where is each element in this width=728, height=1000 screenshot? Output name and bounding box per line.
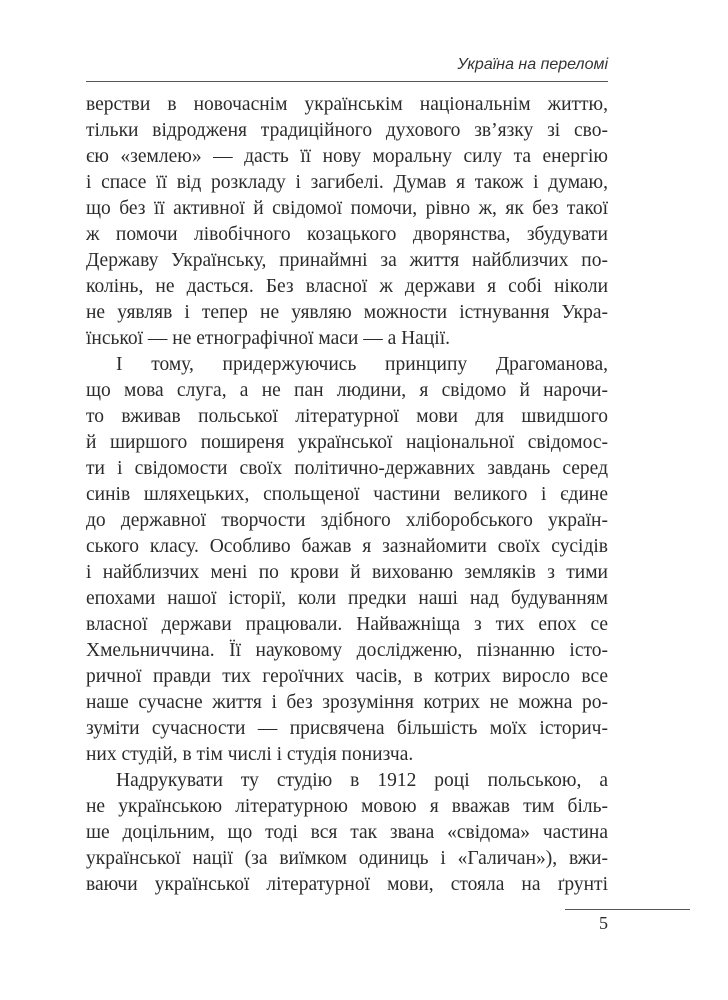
text-line: ти і свідомости своїх політично-державних завдань серед [86, 458, 608, 479]
text-line: тільки відродженя традиційного духового зв’язку зі сво- [86, 120, 608, 141]
text-line: що мова слуга, а не пан людини, я свідомо й нарочи- [86, 380, 608, 401]
text-line: не уявляв і тепер не уявляю можности істнування Укра- [86, 302, 608, 323]
text-line: їнської — не етнографічної маси — а Нації. [86, 328, 450, 349]
text-line: ричної правди тих героїчних часів, в котрих виросло все [86, 666, 608, 687]
text-line: ж помочи лівобічного козацького дворянства, збудувати [86, 224, 608, 245]
text-line: Хмельниччина. Її науковому дослідженю, пізнанню істо- [86, 640, 608, 661]
header-rule [86, 81, 608, 82]
running-head-title: Україна на переломі [457, 56, 608, 73]
text-line: не українською літературною мовою я вважав тим біль- [86, 796, 608, 817]
text-line: колінь, не дасться. Без власної ж держави я собі ніколи [86, 276, 608, 297]
body-text [86, 92, 608, 898]
text-line: зуміти сучасности — присвячена більшість моїх історич- [86, 718, 608, 739]
text-line: ше доцільним, що тоді вся так звана «свідома» частина [86, 822, 608, 843]
text-line: української нації (за виїмком одиниць і «Галичан»), вжи- [86, 848, 608, 869]
text-line: верстви в новочаснім українськім національнім життю, [86, 94, 608, 115]
text-line: єю «землею» — дасть її нову моральну силу та енергію [86, 146, 608, 167]
text-line: і спасе її від розкладу і загибелі. Думав я також і думаю, [86, 172, 608, 193]
paragraph [86, 92, 608, 352]
paragraph [86, 352, 608, 768]
footer-rule [565, 909, 690, 910]
text-line: Державу Українську, принаймні за життя найблизчих по- [86, 250, 608, 271]
text-line: епохами нашої історії, коли предки наші над будуванням [86, 588, 608, 609]
paragraph [86, 768, 608, 898]
text-line: І тому, придержуючись принципу Драгоманова, [116, 354, 608, 375]
text-line: й ширшого поширеня української національної свідомос- [86, 432, 608, 453]
text-line: наше сучасне життя і без зрозуміння котрих не можна ро- [86, 692, 608, 713]
text-line: синів шляхецьких, спольщеної частини великого і єдине [86, 484, 608, 505]
text-line: них студій, в тім числі і студія понизча. [86, 744, 414, 765]
text-line: і найблизчих мені по крови й вихованю земляків з тими [86, 562, 608, 583]
page-number: 5 [599, 913, 608, 933]
text-line: то вживав польської літературної мови для швидшого [86, 406, 608, 427]
text-line: що без її активної й свідомої помочи, рівно ж, як без такої [86, 198, 608, 219]
text-line: до державної творчости здібного хліборобського україн- [86, 510, 608, 531]
text-line: Надрукувати ту студію в 1912 році польською, а [116, 770, 608, 791]
text-line: власної держави працювали. Найважніща з тих епох се [86, 614, 608, 635]
text-line: ського класу. Особливо бажав я зазнайомити своїх сусідів [86, 536, 608, 557]
text-line: ваючи української літературної мови, стояла на ґрунті [86, 874, 608, 895]
